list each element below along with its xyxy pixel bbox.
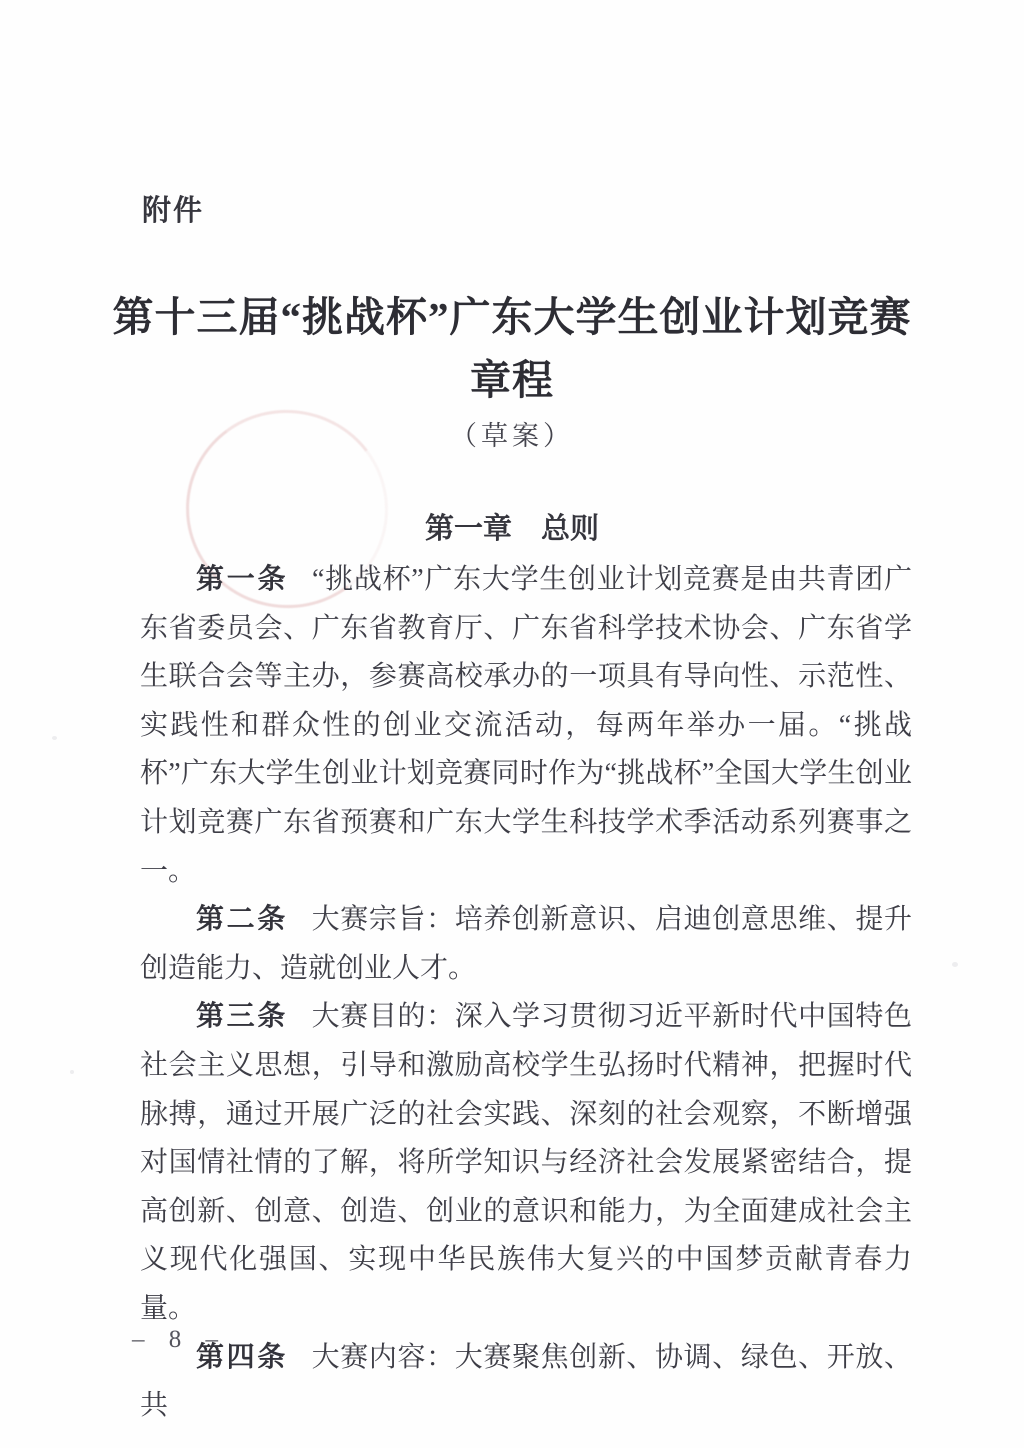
article-paragraph-2 [140, 896, 912, 993]
document-body [140, 556, 912, 1431]
article-label-4: 第四条 [196, 1341, 288, 1373]
scan-speck [70, 1070, 74, 1074]
scan-speck [52, 736, 57, 740]
article-paragraph-1 [140, 556, 912, 896]
title-line-2: 章程 [470, 357, 554, 403]
article-paragraph-4 [140, 1334, 912, 1431]
article-paragraph-3 [140, 993, 912, 1333]
article-label-1: 第一条 [196, 564, 289, 595]
article-text-2: 大赛宗旨：培养创新意识、启迪创意思维、提升创造能力、造就创业人才。 [140, 904, 912, 984]
document-subtitle: （草案） [450, 421, 574, 451]
attachment-label: 附件 [142, 195, 205, 227]
page-number: – 8 – [132, 1326, 227, 1353]
article-label-2: 第二条 [196, 904, 288, 936]
article-text-3: 大赛目的：深入学习贯彻习近平新时代中国特色社会主义思想，引导和激励高校学生弘扬时代精神，把握时代脉搏，通过开展广泛的社会实践、深刻的社会观察，不断增强对国情社情的了解，将所学知识与经济社会发展紧密结合，提高创新、创意、创造、创业的意识和能力，为全面建成社会主义现代化强国、实现中华民族伟大复兴的中国梦贡献青春力量。 [140, 1001, 912, 1324]
article-text-1: “挑战杯”广东大学生创业计划竞赛是由共青团广东省委员会、广东省教育厅、广东省科学技术协会、广东省学生联合会等主办，参赛高校承办的一项具有导向性、示范性、实践性和群众性的创业交流活动，每两年举办一届。“挑战杯”广东大学生创业计划竞赛同时作为“挑战杯”全国大学生创业计划竞赛广东省预赛和广东大学生科技学术季活动系列赛事之一。 [140, 564, 912, 887]
title-line-1: 第十三届“挑战杯”广东大学生创业计划竞赛 [112, 294, 912, 340]
article-label-3: 第三条 [196, 1001, 288, 1033]
scan-speck [952, 962, 958, 967]
article-text-4: 大赛内容：大赛聚焦创新、协调、绿色、开放、共 [140, 1341, 912, 1422]
document-title [60, 286, 964, 412]
chapter-heading: 第一章 总则 [424, 513, 599, 545]
